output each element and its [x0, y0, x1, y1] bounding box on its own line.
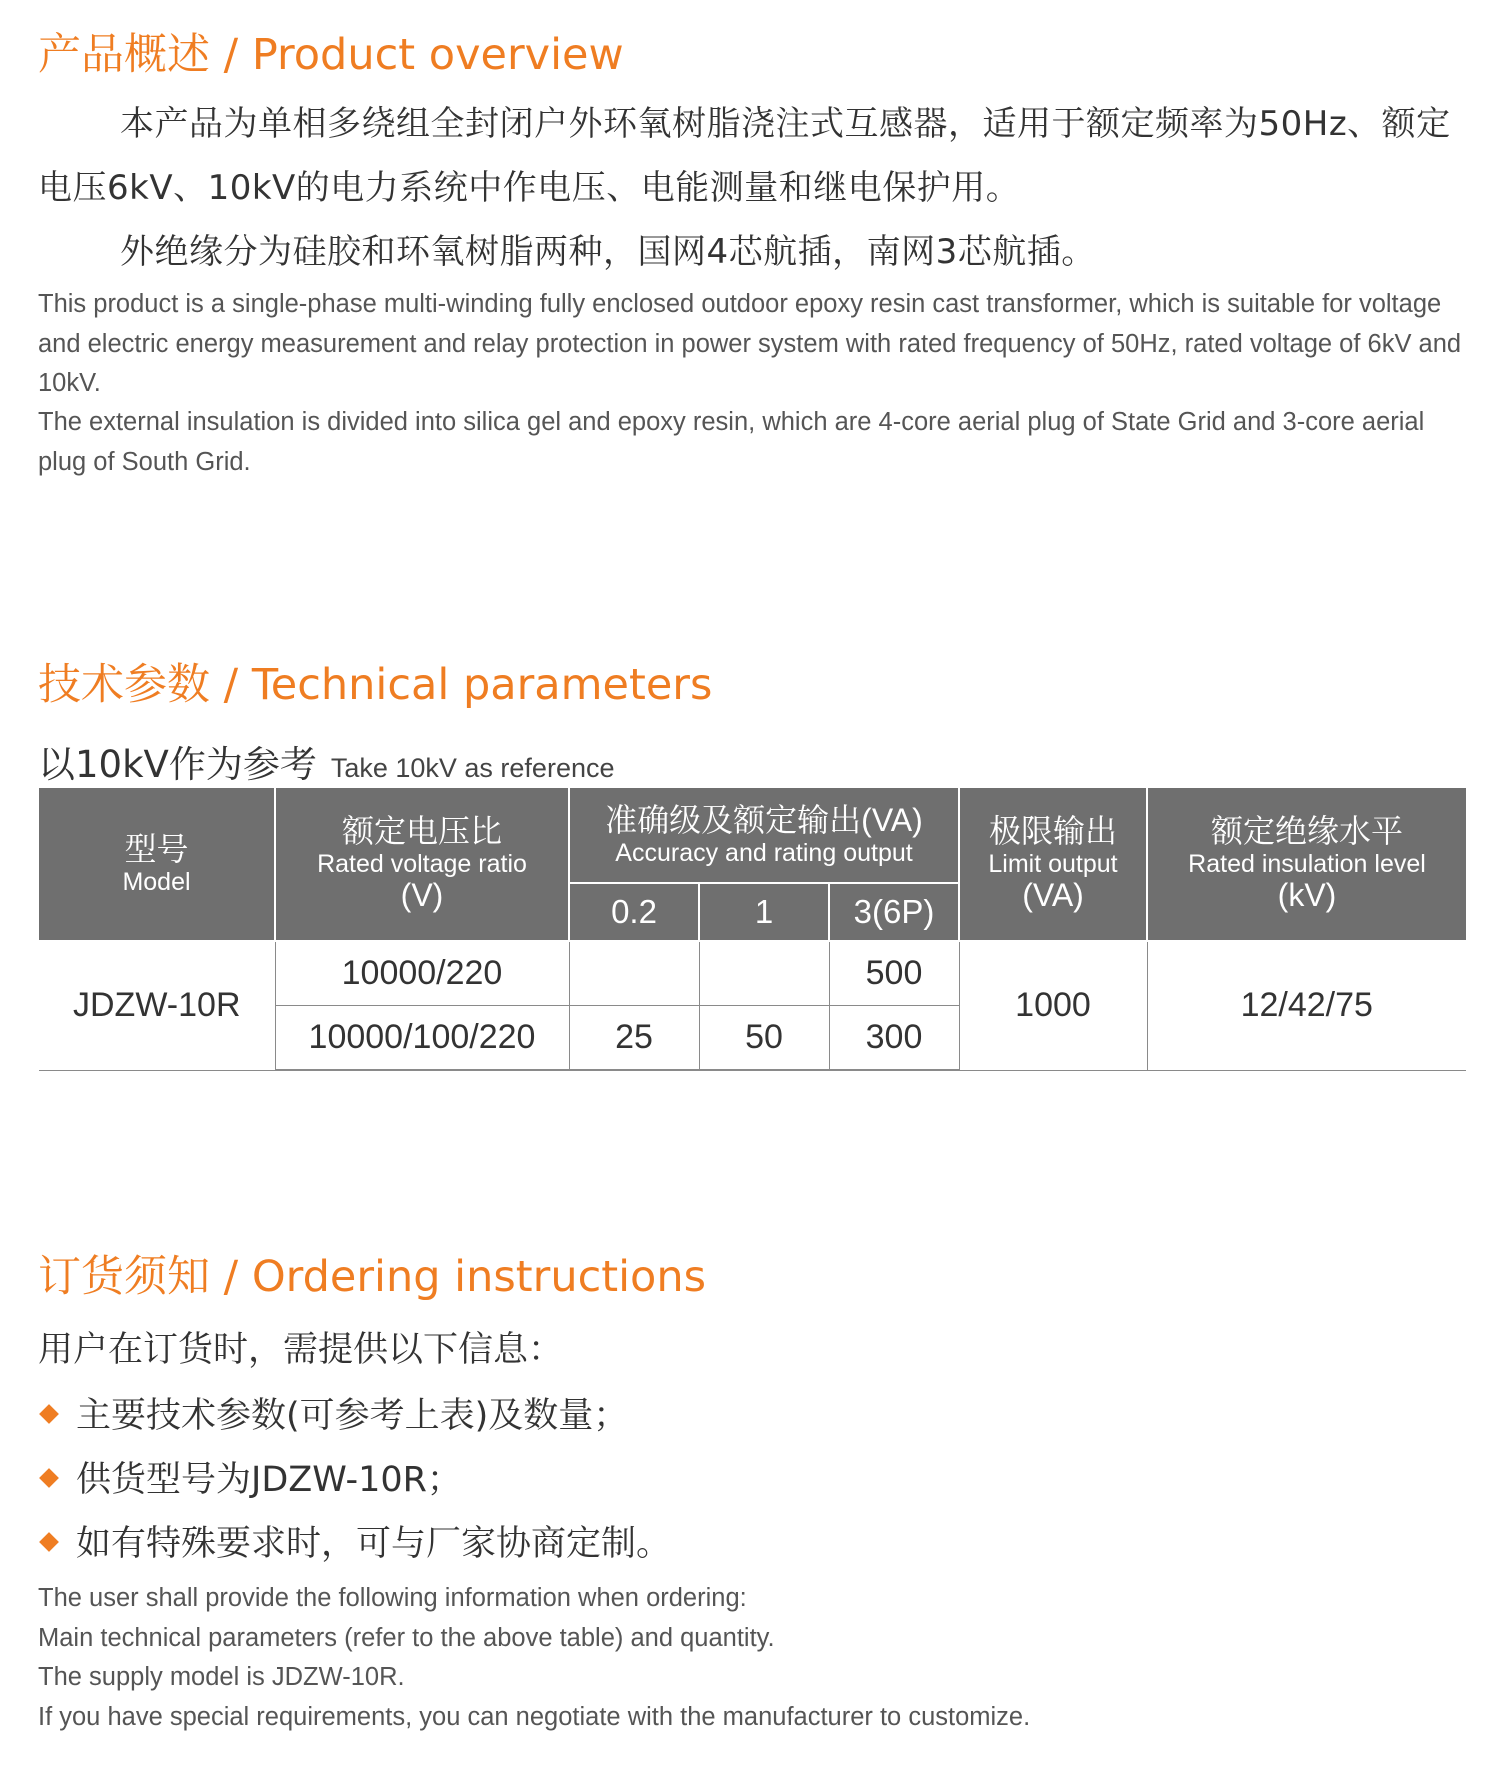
- technical-subtitle: [38, 734, 615, 788]
- cell-class-1: [699, 941, 829, 1006]
- header-class-3-6p: 3(6P): [829, 883, 959, 941]
- header-rated-voltage-ratio: 额定电压比 Rated voltage ratio (V): [275, 788, 569, 941]
- diamond-bullet-icon: [39, 1532, 59, 1552]
- cell-class-0-2: 25: [569, 1006, 699, 1071]
- overview-en-paragraph-1: This product is a single-phase multi-winding fully enclosed outdoor epoxy resin cast transformer, which is suitable for voltage and electric energy measurement and relay protection in power system with rated frequency of 50Hz, rated voltage of 6kV and 10kV.: [38, 290, 1462, 397]
- ordering-intro: 用户在订货时，需提供以下信息：: [38, 1330, 564, 1370]
- overview-en-paragraph-2: The external insulation is divided into silica gel and epoxy resin, which are 4-core aerial plug of State Grid and 3-core aerial plug of South Grid.: [38, 408, 1425, 476]
- diamond-bullet-icon: [39, 1404, 59, 1424]
- header-model: 型号 Model: [39, 788, 275, 941]
- list-item: 供货型号为JDZW-10R；: [38, 1448, 671, 1512]
- header-accuracy-output: 准确级及额定输出(VA) Accuracy and rating output: [569, 788, 959, 883]
- header-rated-insulation-level: 额定绝缘水平 Rated insulation level (kV): [1147, 788, 1466, 941]
- header-limit-output: 极限输出 Limit output (VA): [959, 788, 1147, 941]
- overview-cn-paragraph-1: 本产品为单相多绕组全封闭户外环氧树脂浇注式互感器，适用于额定频率为50Hz、额定电压6kV、10kV的电力系统中作电压、电能测量和继电保护用。: [38, 104, 1451, 208]
- ordering-en-line-1: The user shall provide the following information when ordering:: [38, 1584, 747, 1612]
- cell-class-3-6p: 500: [829, 941, 959, 1006]
- header-class-0-2: 0.2: [569, 883, 699, 941]
- overview-title: 产品概述 / Product overview: [38, 30, 624, 80]
- ordering-en-line-3: The supply model is JDZW-10R.: [38, 1663, 405, 1691]
- technical-parameters-table: [39, 788, 1466, 1071]
- cell-class-1: 50: [699, 1006, 829, 1071]
- table-row: [39, 941, 1466, 1006]
- cell-ratio: 10000/100/220: [275, 1006, 569, 1071]
- header-class-1: 1: [699, 883, 829, 941]
- ordering-en-line-2: Main technical parameters (refer to the above table) and quantity.: [38, 1624, 775, 1652]
- subtitle-en: Take 10kV as reference: [330, 753, 615, 783]
- subtitle-cn: 以10kV作为参考: [38, 743, 317, 786]
- cell-model: JDZW-10R: [39, 941, 275, 1070]
- cell-limit-output: 1000: [959, 941, 1147, 1070]
- ordering-title: 订货须知 / Ordering instructions: [38, 1252, 706, 1302]
- cell-class-0-2: [569, 941, 699, 1006]
- ordering-en-line-4: If you have special requirements, you can negotiate with the manufacturer to customize.: [38, 1703, 1031, 1731]
- list-item: 主要技术参数(可参考上表)及数量；: [38, 1384, 671, 1448]
- ordering-list: [38, 1384, 671, 1576]
- cell-insulation-level: 12/42/75: [1147, 941, 1466, 1070]
- technical-title: 技术参数 / Technical parameters: [38, 660, 713, 710]
- cell-class-3-6p: 300: [829, 1006, 959, 1071]
- overview-cn-paragraph-2: 外绝缘分为硅胶和环氧树脂两种，国网4芯航插，南网3芯航插。: [120, 232, 1096, 272]
- list-item: 如有特殊要求时，可与厂家协商定制。: [38, 1512, 671, 1576]
- cell-ratio: 10000/220: [275, 941, 569, 1006]
- diamond-bullet-icon: [39, 1468, 59, 1488]
